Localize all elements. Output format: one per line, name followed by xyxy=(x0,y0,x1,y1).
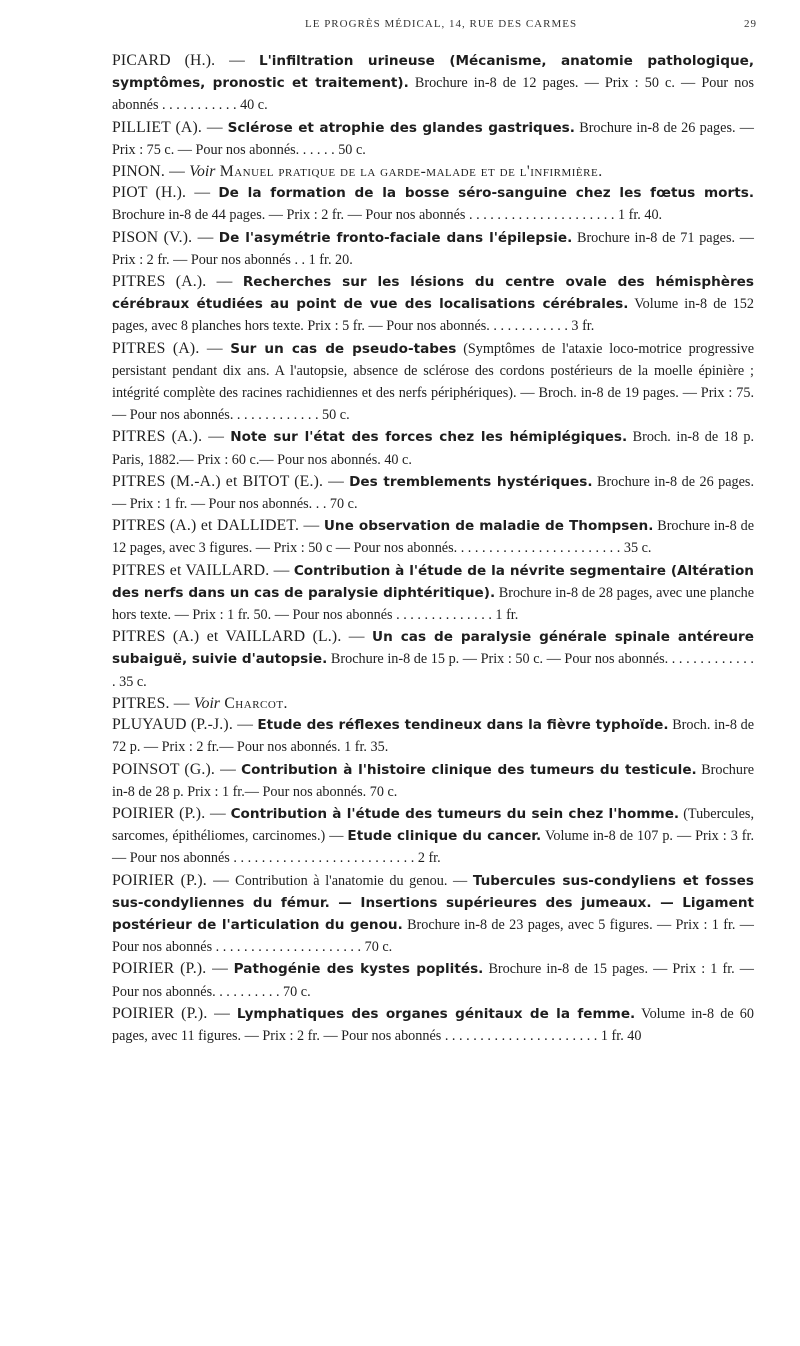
catalog-entry xyxy=(112,471,754,515)
catalog-entry xyxy=(112,182,754,226)
entry-author: PINON. — xyxy=(112,163,190,181)
page-header xyxy=(305,18,800,30)
entry-author: PISON (V.). — xyxy=(112,228,219,246)
entry-description-secondary: Volume in-8 de 107 p. — Prix : 3 fr. — Pour nos abonnés . . . . . . . . . . . . . . . . . . . . . . . . . . 2 fr. xyxy=(112,828,754,867)
entry-author: PITRES et VAILLARD. — xyxy=(112,561,294,579)
entry-description-secondary: Brochure in-8 de 23 pages, avec 5 figures. — Prix : 1 fr. — Pour nos abonnés . . . . . . . . . . . . . . . . . . . . . 70 c. xyxy=(112,916,754,956)
entry-description: Brochure in-8 de 28 pages, avec une planche hors texte. — Prix : 1 fr. 50. — Pour nos abonnés . . . . . . . . . . . . . . 1 fr. xyxy=(112,584,755,624)
catalog-entry xyxy=(112,759,754,803)
catalog-entry xyxy=(112,227,754,271)
entry-see-reference: Charcot. xyxy=(219,694,288,712)
catalog-entries xyxy=(112,50,754,1047)
entry-description: Brochure in-8 de 12 pages. — Prix : 50 c. — Pour nos abonnés . . . . . . . . . . . 40 c. xyxy=(112,75,754,114)
entry-description: Volume in-8 de 60 pages, avec 11 figures. — Prix : 2 fr. — Pour nos abonnés . . . . . . . . . . . . . . . . . . . . . . 1 fr. 40 xyxy=(112,1005,754,1044)
entry-description: Volume in-8 de 152 pages, avec 8 planches hors texte. Prix : 5 fr. — Pour nos abonnés. . . . . . . . . . . . 3 fr. xyxy=(112,296,754,335)
entry-title: Note sur l'état des forces chez les hémiplégiques. xyxy=(230,429,628,446)
catalog-entry xyxy=(112,958,754,1002)
entry-author: PITRES (A.). — xyxy=(112,273,243,291)
entry-author: POIRIER (P.). — xyxy=(112,960,234,978)
catalog-entry xyxy=(112,803,754,870)
catalog-entry xyxy=(112,338,754,427)
catalog-entry xyxy=(112,560,754,627)
catalog-entry xyxy=(112,161,754,182)
entry-description: Broch. in-8 de 72 p. — Prix : 2 fr.— Pour nos abonnés. 1 fr. 35. xyxy=(112,717,754,756)
entry-see-reference: Manuel pratique de la garde-malade et de l'infirmière. xyxy=(215,163,603,181)
entry-description: Contribution à l'anatomie du genou. — xyxy=(235,872,473,889)
entry-description: (Symptômes de l'ataxie loco-motrice progressive persistant pendant dix ans. A l'autopsie, absence de sclérose des cordons postérieurs de la moelle épinière ; intégrité complète des racines rachidiennes et des nerfs périphériques). — Broch. in-8 de 19 pages. — Prix : 75. — Pour nos abonnés. . . . . . . . . . . . . 50 c. xyxy=(112,340,754,424)
entry-see-label: Voir xyxy=(193,694,220,712)
entry-description: Brochure in-8 de 28 p. Prix : 1 fr.— Pour nos abonnés. 70 c. xyxy=(112,761,755,800)
catalog-entry xyxy=(112,117,754,161)
entry-title: Lymphatiques des organes génitaux de la femme. xyxy=(236,1005,636,1022)
entry-author: PITRES (A.) et DALLIDET. — xyxy=(112,517,324,535)
running-title: LE PROGRÈS MÉDICAL, 14, RUE DES CARMES xyxy=(305,18,578,30)
entry-see-label: Voir xyxy=(189,163,216,181)
entry-title: Une observation de maladie de Thompsen. xyxy=(323,518,654,535)
entry-author: PILLIET (A). — xyxy=(112,118,228,136)
entry-description: Brochure in-8 de 15 p. — Prix : 50 c. — Pour nos abonnés. . . . . . . . . . . . . . 35 c. xyxy=(112,651,754,690)
catalog-entry xyxy=(112,50,754,117)
entry-title: Contribution à l'histoire clinique des tumeurs du testicule. xyxy=(241,761,697,778)
catalog-entry xyxy=(112,693,754,714)
entry-author: PITRES. — xyxy=(112,694,194,712)
entry-description: Brochure in-8 de 44 pages. — Prix : 2 fr. — Pour nos abonnés . . . . . . . . . . . . . . . . . . . . . 1 fr. 40. xyxy=(112,207,663,224)
catalog-entry xyxy=(112,626,754,693)
entry-description: (Tubercules, sarcomes, épithéliomes, carcinomes.) — xyxy=(112,805,754,845)
entry-description: Brochure in-8 de 15 pages. — Prix : 1 fr. — Pour nos abonnés. . . . . . . . . . 70 c. xyxy=(112,961,754,1000)
entry-author: PITRES (M.-A.) et BITOT (E.). — xyxy=(112,472,350,490)
entry-title-secondary: Etude clinique du cancer. xyxy=(347,828,542,845)
entry-author: PITRES (A.). — xyxy=(112,428,231,446)
entry-title: Sur un cas de pseudo-tabes xyxy=(230,340,457,357)
entry-title: Contribution à l'étude des tumeurs du sein chez l'homme. xyxy=(230,805,680,822)
catalog-entry xyxy=(112,1003,754,1047)
entry-title: Etude des réflexes tendineux dans la fièvre typhoïde. xyxy=(257,717,669,734)
entry-author: POIRIER (P.). — xyxy=(112,804,231,822)
catalog-entry xyxy=(112,271,754,338)
entry-author: POIRIER (P.). — xyxy=(112,871,236,889)
entry-author: PITRES (A.) et VAILLARD (L.). — xyxy=(112,628,373,646)
entry-description: Brochure in-8 de 12 pages, avec 3 figures. — Prix : 50 c — Pour nos abonnés. . . . . . . . . . . . . . . . . . . . . . . . 35 c. xyxy=(112,518,754,557)
entry-title: Sclérose et atrophie des glandes gastriques. xyxy=(227,119,575,136)
entry-description: Brochure in-8 de 26 pages. — Prix : 75 c. — Pour nos abonnés. . . . . . 50 c. xyxy=(112,119,754,158)
catalog-entry xyxy=(112,515,754,559)
entry-author: PITRES (A). — xyxy=(112,339,231,357)
catalog-entry xyxy=(112,426,754,470)
catalog-entry xyxy=(112,714,754,758)
entry-author: PLUYAUD (P.-J.). — xyxy=(112,716,258,734)
entry-title: Recherches sur les lésions du centre ovale des hémisphères cérébraux étudiées au point de vue des localisations cérébrales. xyxy=(112,274,754,313)
entry-author: POINSOT (G.). — xyxy=(112,760,242,778)
entry-author: POIRIER (P.). — xyxy=(112,1004,237,1022)
entry-description: Broch. in-8 de 18 p. Paris, 1882.— Prix : 60 c.— Pour nos abonnés. 40 c. xyxy=(112,429,754,468)
entry-description: Brochure in-8 de 71 pages. — Prix : 2 fr. — Pour nos abonnés . . 1 fr. 20. xyxy=(112,229,754,268)
entry-title: L'infiltration urineuse (Mécanisme, anatomie pathologique, symptômes, pronostic et traitement). xyxy=(112,53,755,92)
entry-title: Pathogénie des kystes poplités. xyxy=(233,961,484,978)
entry-title: Contribution à l'étude de la névrite segmentaire (Altération des nerfs dans un cas de paralysie diphtéritique). xyxy=(112,562,754,601)
entry-title-secondary: Tubercules sus-condyliens et fosses sus-condyliennes du fémur. — Insertions supérieures des jumeaux. — Ligament postérieur de l'articulation du genou. xyxy=(112,872,754,933)
entry-title: Des tremblements hystériques. xyxy=(349,473,593,490)
entry-description: Brochure in-8 de 26 pages. — Prix : 1 fr. — Pour nos abonnés. . . 70 c. xyxy=(112,473,754,513)
entry-title: De la formation de la bosse séro-sanguine chez les fœtus morts. xyxy=(218,185,754,202)
catalog-entry xyxy=(112,870,754,959)
page-number: 29 xyxy=(744,18,757,30)
entry-title: Un cas de paralysie générale spinale antéreure subaiguë, suivie d'autopsie. xyxy=(112,629,754,668)
entry-author: PICARD (H.). — xyxy=(112,52,259,69)
entry-title: De l'asymétrie fronto-faciale dans l'épilepsie. xyxy=(218,229,573,246)
entry-author: PIOT (H.). — xyxy=(112,184,219,202)
